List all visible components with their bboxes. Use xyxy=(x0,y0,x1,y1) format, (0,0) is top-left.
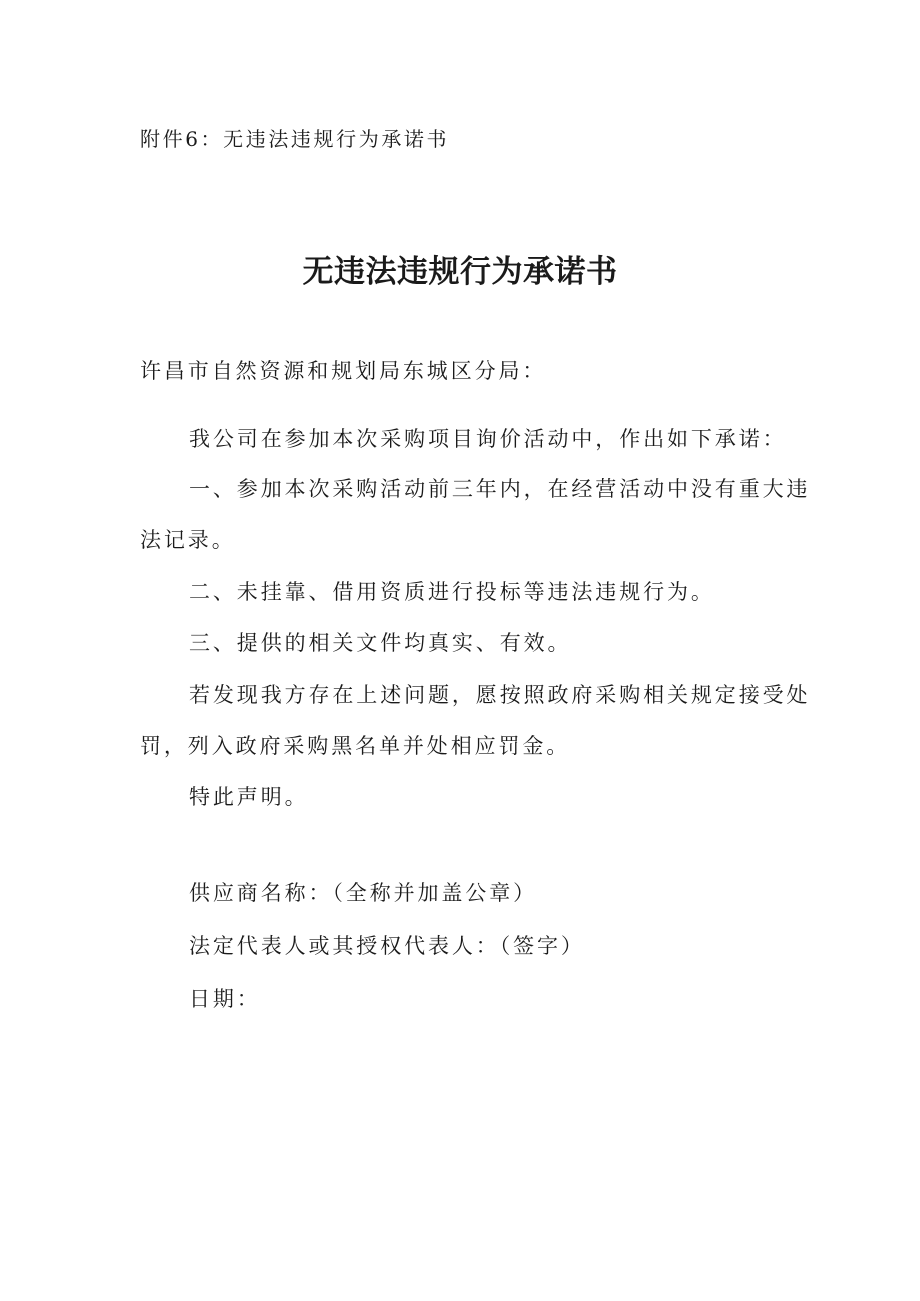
commitment-item-2: 二、未挂靠、借用资质进行投标等违法违规行为。 xyxy=(189,580,715,604)
declaration-line: 特此声明。 xyxy=(189,785,309,809)
commitment-item-1-line-2: 法记录。 xyxy=(140,528,236,552)
date-field: 日期： xyxy=(189,987,261,1011)
recipient-line: 许昌市自然资源和规划局东城区分局： xyxy=(140,359,547,383)
commitment-item-3: 三、提供的相关文件均真实、有效。 xyxy=(189,631,572,655)
representative-signature-field: 法定代表人或其授权代表人：（签字） xyxy=(189,934,585,958)
document-title: 无违法违规行为承诺书 xyxy=(302,254,618,290)
breach-clause-line-2: 罚，列入政府采购黑名单并处相应罚金。 xyxy=(140,734,571,758)
intro-paragraph: 我公司在参加本次采购项目询价活动中，作出如下承诺： xyxy=(189,427,787,451)
breach-clause-line-1: 若发现我方存在上述问题，愿按照政府采购相关规定接受处 xyxy=(189,683,811,707)
commitment-item-1-line-1: 一、参加本次采购活动前三年内，在经营活动中没有重大违 xyxy=(189,477,811,501)
supplier-name-field: 供应商名称：（全称并加盖公章） xyxy=(189,881,537,905)
attachment-label: 附件6：无违法违规行为承诺书 xyxy=(140,127,450,151)
